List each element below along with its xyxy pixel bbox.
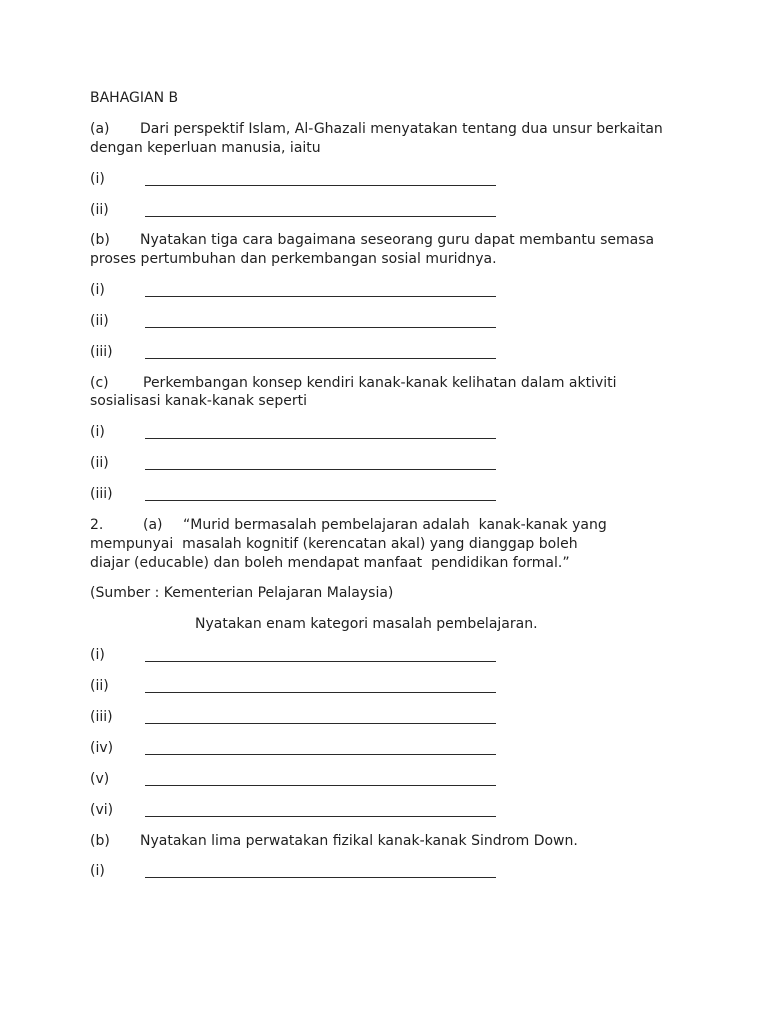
section-title: BAHAGIAN B [90, 90, 179, 106]
answer-label: (ii) [90, 678, 109, 694]
q1b-text-line: Nyatakan tiga cara bagaimana seseorang guru dapat membantu semasa [140, 232, 655, 248]
q2a-label: (a) [143, 517, 163, 533]
answer-label: (iii) [90, 709, 113, 725]
answer-row [90, 454, 496, 472]
answer-blank-line [145, 723, 496, 724]
q2a-quote-line: diajar (educable) dan boleh mendapat manfaat pendidikan formal.” [90, 555, 570, 571]
answer-row [90, 677, 496, 695]
answer-row [90, 281, 496, 299]
answer-blank-line [145, 785, 496, 786]
answer-row [90, 201, 496, 219]
answer-blank-line [145, 877, 496, 878]
answer-blank-line [145, 358, 496, 359]
q1b-label: (b) [90, 232, 110, 248]
answer-blank-line [145, 185, 496, 186]
answer-row [90, 423, 496, 441]
answer-label: (i) [90, 171, 105, 187]
answer-label: (ii) [90, 313, 109, 329]
q2a-quote-line: “Murid bermasalah pembelajaran adalah kanak-kanak yang [183, 517, 607, 533]
q2b-text: Nyatakan lima perwatakan fizikal kanak-kanak Sindrom Down. [140, 833, 578, 849]
q1c-text-line: Perkembangan konsep kendiri kanak-kanak kelihatan dalam aktiviti [143, 375, 617, 391]
answer-label: (vi) [90, 802, 114, 818]
answer-label: (iv) [90, 740, 114, 756]
answer-blank-line [145, 296, 496, 297]
answer-row [90, 170, 496, 188]
q1a-text-line: Dari perspektif Islam, Al-Ghazali menyatakan tentang dua unsur berkaitan [140, 121, 663, 137]
answer-row [90, 485, 496, 503]
answer-blank-line [145, 216, 496, 217]
q2b-label: (b) [90, 833, 110, 849]
answer-row [90, 312, 496, 330]
answer-row [90, 646, 496, 664]
answer-row [90, 770, 496, 788]
answer-row [90, 862, 496, 880]
answer-blank-line [145, 661, 496, 662]
answer-row [90, 739, 496, 757]
q1a-text-line: dengan keperluan manusia, iaitu [90, 140, 321, 156]
answer-row [90, 708, 496, 726]
answer-blank-line [145, 692, 496, 693]
q1c-label: (c) [90, 375, 109, 391]
answer-blank-line [145, 469, 496, 470]
q1a-label: (a) [90, 121, 110, 137]
answer-label: (i) [90, 424, 105, 440]
answer-row [90, 343, 496, 361]
q2a-source: (Sumber : Kementerian Pelajaran Malaysia) [90, 585, 394, 601]
q2a-quote-line: mempunyai masalah kognitif (kerencatan akal) yang dianggap boleh [90, 536, 578, 552]
answer-label: (iii) [90, 486, 113, 502]
answer-label: (ii) [90, 202, 109, 218]
answer-blank-line [145, 816, 496, 817]
answer-blank-line [145, 500, 496, 501]
answer-blank-line [145, 754, 496, 755]
answer-blank-line [145, 327, 496, 328]
q1c-text-line: sosialisasi kanak-kanak seperti [90, 393, 307, 409]
q2a-instruction: Nyatakan enam kategori masalah pembelajaran. [195, 616, 538, 632]
answer-label: (v) [90, 771, 110, 787]
q1b-text-line: proses pertumbuhan dan perkembangan sosial muridnya. [90, 251, 497, 267]
answer-row [90, 801, 496, 819]
answer-label: (ii) [90, 455, 109, 471]
answer-label: (i) [90, 282, 105, 298]
answer-label: (iii) [90, 344, 113, 360]
answer-label: (i) [90, 863, 105, 879]
answer-label: (i) [90, 647, 105, 663]
q2-number: 2. [90, 517, 104, 533]
answer-blank-line [145, 438, 496, 439]
